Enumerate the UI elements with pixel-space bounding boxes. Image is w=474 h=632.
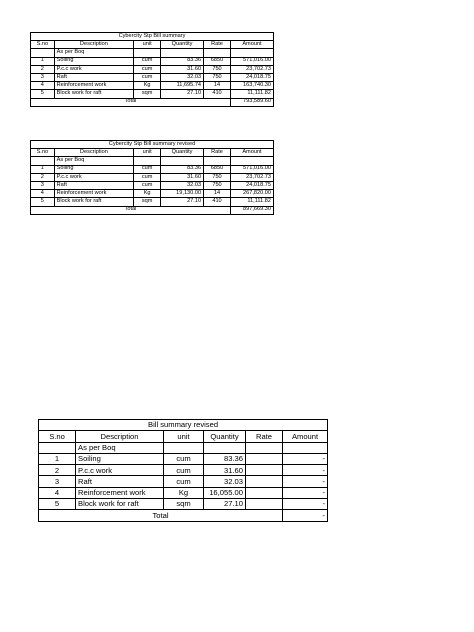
row-amount: - bbox=[283, 487, 328, 498]
row-description: Soiling bbox=[54, 165, 134, 173]
row-amount: 267,820.00 bbox=[230, 190, 273, 198]
row-rate bbox=[246, 476, 283, 487]
row-unit: cum bbox=[134, 165, 161, 173]
row-description: Block work for raft bbox=[76, 499, 164, 510]
total-amount: 793,589.60 bbox=[230, 98, 273, 106]
row-sno: 1 bbox=[39, 453, 76, 464]
row-rate: 750 bbox=[204, 65, 231, 73]
table-row bbox=[31, 198, 274, 206]
section-label: As per Boq bbox=[54, 157, 134, 165]
row-unit: cum bbox=[164, 465, 204, 476]
row-sno: 4 bbox=[31, 82, 55, 90]
row-quantity: 27.10 bbox=[161, 198, 204, 206]
row-amount: 11,111.82 bbox=[230, 90, 273, 98]
section-row bbox=[31, 49, 274, 57]
row-quantity: 31.60 bbox=[204, 465, 246, 476]
row-amount: 23,702.73 bbox=[230, 173, 273, 181]
row-sno: 4 bbox=[39, 487, 76, 498]
row-quantity: 11,695.74 bbox=[161, 82, 204, 90]
row-unit: cum bbox=[134, 181, 161, 189]
row-rate: 14 bbox=[204, 82, 231, 90]
row-description: P.c.c work bbox=[54, 65, 134, 73]
row-amount: 23,702.73 bbox=[230, 65, 273, 73]
row-quantity: 83.36 bbox=[204, 453, 246, 464]
row-quantity: 31.60 bbox=[161, 173, 204, 181]
row-quantity: 16,055.00 bbox=[204, 487, 246, 498]
header-amount: Amount bbox=[283, 431, 328, 442]
row-rate: 6850 bbox=[204, 57, 231, 65]
total-row bbox=[39, 510, 328, 521]
row-amount: - bbox=[283, 465, 328, 476]
row-rate bbox=[246, 499, 283, 510]
row-unit: cum bbox=[134, 57, 161, 65]
row-unit: cum bbox=[134, 65, 161, 73]
row-quantity: 27.10 bbox=[161, 90, 204, 98]
row-sno: 1 bbox=[31, 165, 55, 173]
row-amount: 163,740.30 bbox=[230, 82, 273, 90]
row-description: P.c.c work bbox=[54, 173, 134, 181]
row-unit: cum bbox=[164, 453, 204, 464]
bill-summary-table-3 bbox=[38, 419, 328, 522]
section-row bbox=[31, 157, 274, 165]
row-rate: 750 bbox=[204, 173, 231, 181]
header-quantity: Quantity bbox=[161, 41, 204, 49]
row-rate: 14 bbox=[204, 190, 231, 198]
table-header-row bbox=[39, 431, 328, 442]
table-row bbox=[39, 465, 328, 476]
row-quantity: 19,130.00 bbox=[161, 190, 204, 198]
header-quantity: Quantity bbox=[204, 431, 246, 442]
row-quantity: 32.03 bbox=[161, 73, 204, 81]
row-description: Block work for raft bbox=[54, 198, 134, 206]
header-quantity: Quantity bbox=[161, 149, 204, 157]
row-sno: 1 bbox=[31, 57, 55, 65]
row-sno: 5 bbox=[31, 198, 55, 206]
table-row bbox=[31, 57, 274, 65]
bill-summary-table-2 bbox=[30, 140, 274, 215]
header-description: Description bbox=[54, 149, 134, 157]
row-rate: 6850 bbox=[204, 165, 231, 173]
table-row bbox=[31, 65, 274, 73]
total-amount: - bbox=[283, 510, 328, 521]
table-title-row bbox=[31, 33, 274, 41]
table-row bbox=[31, 82, 274, 90]
header-amount: Amount bbox=[230, 149, 273, 157]
table-title: Cybercity Stp Bill summary revised bbox=[31, 141, 274, 149]
row-quantity: 27.10 bbox=[204, 499, 246, 510]
row-description: Raft bbox=[76, 476, 164, 487]
total-row bbox=[31, 206, 274, 214]
row-unit: sqm bbox=[134, 90, 161, 98]
row-sno: 3 bbox=[31, 73, 55, 81]
row-description: Soiling bbox=[54, 57, 134, 65]
row-amount: 11,111.82 bbox=[230, 198, 273, 206]
total-label: Total bbox=[39, 510, 283, 521]
header-sno: S.no bbox=[31, 149, 55, 157]
section-label: As per Boq bbox=[54, 49, 134, 57]
row-unit: cum bbox=[164, 476, 204, 487]
row-unit: Kg bbox=[134, 82, 161, 90]
row-amount: 571,016.00 bbox=[230, 57, 273, 65]
row-quantity: 32.03 bbox=[161, 181, 204, 189]
header-sno: S.no bbox=[31, 41, 55, 49]
row-unit: cum bbox=[134, 173, 161, 181]
row-sno: 3 bbox=[31, 181, 55, 189]
table-row bbox=[39, 499, 328, 510]
row-quantity: 83.36 bbox=[161, 165, 204, 173]
row-amount: 24,018.75 bbox=[230, 73, 273, 81]
row-description: Raft bbox=[54, 73, 134, 81]
row-unit: sqm bbox=[134, 198, 161, 206]
row-amount: - bbox=[283, 499, 328, 510]
row-rate: 750 bbox=[204, 181, 231, 189]
table-title: Cybercity Stp Bill summary bbox=[31, 33, 274, 41]
row-rate bbox=[246, 487, 283, 498]
table-row bbox=[31, 165, 274, 173]
bill-summary-table-1 bbox=[30, 32, 274, 107]
row-rate: 410 bbox=[204, 90, 231, 98]
row-rate: 750 bbox=[204, 73, 231, 81]
table-row bbox=[39, 453, 328, 464]
row-sno: 2 bbox=[39, 465, 76, 476]
section-label: As per Boq bbox=[76, 442, 164, 453]
header-unit: unit bbox=[134, 41, 161, 49]
row-sno: 3 bbox=[39, 476, 76, 487]
row-sno: 5 bbox=[39, 499, 76, 510]
header-amount: Amount bbox=[230, 41, 273, 49]
header-unit: unit bbox=[164, 431, 204, 442]
header-description: Description bbox=[76, 431, 164, 442]
row-unit: sqm bbox=[164, 499, 204, 510]
header-unit: unit bbox=[134, 149, 161, 157]
section-row bbox=[39, 442, 328, 453]
row-description: Block work for raft bbox=[54, 90, 134, 98]
row-unit: Kg bbox=[134, 190, 161, 198]
header-rate: Rate bbox=[246, 431, 283, 442]
row-description: Reinforcement work bbox=[54, 190, 134, 198]
header-rate: Rate bbox=[204, 149, 231, 157]
table-row bbox=[31, 73, 274, 81]
row-rate: 410 bbox=[204, 198, 231, 206]
row-quantity: 83.36 bbox=[161, 57, 204, 65]
table-row bbox=[39, 487, 328, 498]
table-row bbox=[39, 476, 328, 487]
row-description: Soiling bbox=[76, 453, 164, 464]
row-description: Raft bbox=[54, 181, 134, 189]
table-header-row bbox=[31, 149, 274, 157]
row-rate bbox=[246, 453, 283, 464]
table-row bbox=[31, 173, 274, 181]
table-title-row bbox=[31, 141, 274, 149]
row-quantity: 31.60 bbox=[161, 65, 204, 73]
row-sno: 2 bbox=[31, 173, 55, 181]
row-description: Reinforcement work bbox=[76, 487, 164, 498]
total-label: Total bbox=[31, 98, 231, 106]
row-sno: 2 bbox=[31, 65, 55, 73]
header-rate: Rate bbox=[204, 41, 231, 49]
header-sno: S.no bbox=[39, 431, 76, 442]
table-title-row bbox=[39, 420, 328, 431]
table-row bbox=[31, 90, 274, 98]
total-label: Total bbox=[31, 206, 231, 214]
row-unit: Kg bbox=[164, 487, 204, 498]
row-description: P.c.c work bbox=[76, 465, 164, 476]
row-amount: - bbox=[283, 476, 328, 487]
row-amount: 571,016.00 bbox=[230, 165, 273, 173]
row-unit: cum bbox=[134, 73, 161, 81]
row-sno: 5 bbox=[31, 90, 55, 98]
row-rate bbox=[246, 465, 283, 476]
table-title: Bill summary revised bbox=[39, 420, 328, 431]
row-amount: 24,018.75 bbox=[230, 181, 273, 189]
table-row bbox=[31, 190, 274, 198]
row-quantity: 32.03 bbox=[204, 476, 246, 487]
header-description: Description bbox=[54, 41, 134, 49]
table-row bbox=[31, 181, 274, 189]
row-sno: 4 bbox=[31, 190, 55, 198]
total-amount: 897,669.30 bbox=[230, 206, 273, 214]
row-amount: - bbox=[283, 453, 328, 464]
table-header-row bbox=[31, 41, 274, 49]
total-row bbox=[31, 98, 274, 106]
row-description: Reinforcement work bbox=[54, 82, 134, 90]
